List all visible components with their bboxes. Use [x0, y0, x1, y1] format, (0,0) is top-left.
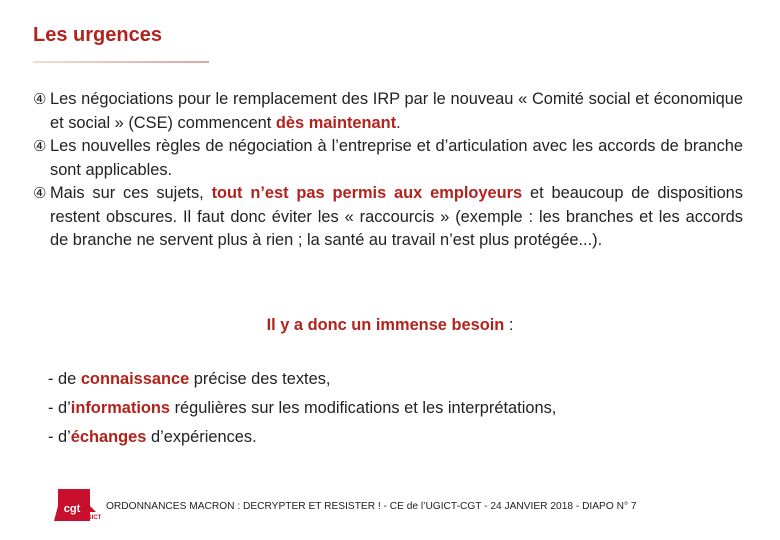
bullet-item [33, 88, 743, 135]
bullet-text: Les nouvelles règles de négociation à l’entreprise et d’articulation avec les accords de branche sont applicables. [50, 137, 743, 179]
logo-text: cgt [63, 503, 81, 515]
needs-list-item [48, 423, 556, 452]
need-highlight: échanges [70, 428, 147, 446]
bullet-marker-icon: ④ [33, 91, 47, 108]
bullet-text: Mais sur ces sujets, [50, 184, 212, 202]
title-underline [33, 61, 209, 63]
need-suffix: régulières sur les modifications et les interprétations, [170, 399, 557, 417]
need-highlight: informations [70, 399, 171, 417]
besoin-bold-text: Il y a donc un immense besoin [266, 316, 505, 334]
cgt-logo [52, 488, 102, 522]
need-suffix: précise des textes, [189, 370, 331, 388]
besoin-heading [0, 316, 780, 335]
bullet-marker-icon: ④ [33, 185, 47, 202]
footer [52, 488, 752, 522]
bullet-marker-icon: ④ [33, 138, 47, 155]
footer-text: ORDONNANCES MACRON : DECRYPTER ET RESISTER ! - CE de l’UGICT-CGT - 24 JANVIER 2018 - DIAPO N° 7 [106, 501, 637, 512]
need-suffix: d’expériences. [146, 428, 257, 446]
need-prefix: - d’ [48, 399, 71, 417]
bullet-item [33, 182, 743, 253]
bullet-text: Les négociations pour le remplacement des IRP par le nouveau « Comité social et économique et social » (CSE) commencent [50, 90, 743, 132]
logo-subtext: UGICT [82, 515, 102, 521]
page-title: Les urgences [33, 24, 162, 46]
bullet-emphasis: tout n’est pas permis aux employeurs [211, 184, 523, 202]
besoin-suffix: : [504, 316, 514, 334]
bullet-text: et beaucoup de dispositions restent obscures. Il faut donc éviter les « raccourcis » (exemple : les branches et les accords de branche ne servent plus à rien ; la santé au travail n’est plus protégée...). [50, 184, 743, 249]
bullet-list [33, 88, 743, 253]
bullet-item [33, 135, 743, 182]
need-prefix: - d’ [48, 428, 71, 446]
needs-list [48, 365, 556, 452]
needs-list-item [48, 365, 556, 394]
need-highlight: connaissance [80, 370, 190, 388]
need-prefix: - de [48, 370, 81, 388]
bullet-text: . [396, 113, 401, 132]
needs-list-item [48, 394, 556, 423]
bullet-emphasis: dès maintenant [275, 113, 397, 132]
